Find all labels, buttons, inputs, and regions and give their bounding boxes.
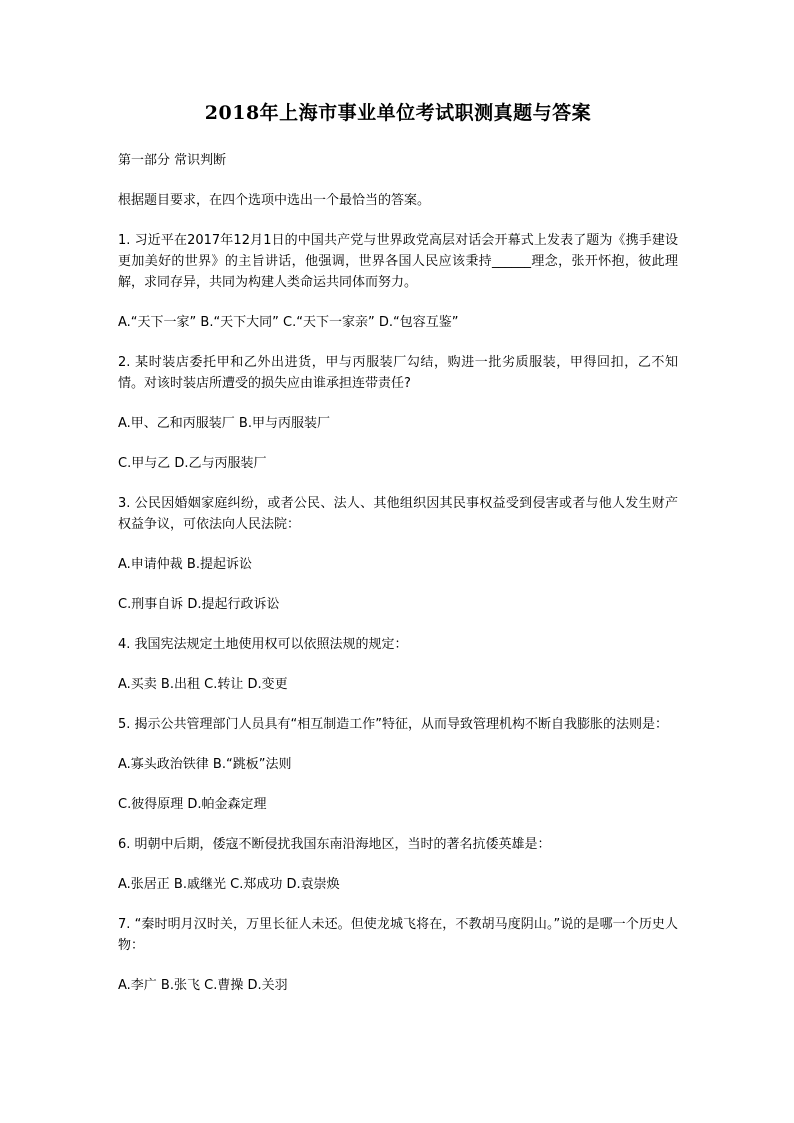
question-2-stem: 2. 某时装店委托甲和乙外出进货，甲与丙服装厂勾结，购进一批劣质服装，甲得回扣，乙不知情。对该时装店所遭受的损失应由谁承担连带责任?: [118, 355, 678, 391]
page-title: 2018年上海市事业单位考试职测真题与答案: [204, 102, 592, 124]
question-2-options-row-1: A.甲、乙和丙服装厂 B.甲与丙服装厂: [118, 416, 330, 431]
question-1-options: A.“天下一家” B.“天下大同” C.“天下一家亲” D.“包容互鉴”: [118, 315, 459, 330]
document-page: [118, 100, 678, 1015]
question-1-stem: 1. 习近平在2017年12月1日的中国共产党与世界政党高层对话会开幕式上发表了题为《携手建设更加美好的世界》的主旨讲话，他强调，世界各国人民应该秉持______理念，张开怀抱，彼此理解，求同存异，共同为构建人类命运共同体而努力。: [118, 233, 678, 290]
question-6-stem: 6. 明朝中后期，倭寇不断侵扰我国东南沿海地区，当时的著名抗倭英雄是：: [118, 837, 551, 852]
instruction-text: 根据题目要求，在四个选项中选出一个最恰当的答案。: [118, 193, 431, 208]
question-7-stem: 7. “秦时明月汉时关，万里长征人未还。但使龙城飞将在，不教胡马度阴山。”说的是哪一个历史人物：: [118, 917, 678, 953]
question-5-stem: 5. 揭示公共管理部门人员具有“相互制造工作”特征，从而导致管理机构不断自我膨胀的法则是：: [118, 717, 669, 732]
question-4-stem: 4. 我国宪法规定土地使用权可以依照法规的规定：: [118, 637, 408, 652]
question-5-options-row-1: A.寡头政治铁律 B.“跳板”法则: [118, 757, 292, 772]
question-3-options-row-1: A.申请仲裁 B.提起诉讼: [118, 557, 252, 572]
question-4-options: A.买卖 B.出租 C.转让 D.变更: [118, 677, 288, 692]
question-6-options: A.张居正 B.戚继光 C.郑成功 D.袁崇焕: [118, 877, 340, 892]
section-heading: 第一部分 常识判断: [118, 153, 227, 168]
question-5-options-row-2: C.彼得原理 D.帕金森定理: [118, 797, 267, 812]
question-7-options: A.李广 B.张飞 C.曹操 D.关羽: [118, 978, 288, 993]
question-3-options-row-2: C.刑事自诉 D.提起行政诉讼: [118, 597, 280, 612]
question-3-stem: 3. 公民因婚姻家庭纠纷，或者公民、法人、其他组织因其民事权益受到侵害或者与他人发生财产权益争议，可依法向人民法院：: [118, 496, 678, 532]
question-2-options-row-2: C.甲与乙 D.乙与丙服装厂: [118, 456, 267, 471]
